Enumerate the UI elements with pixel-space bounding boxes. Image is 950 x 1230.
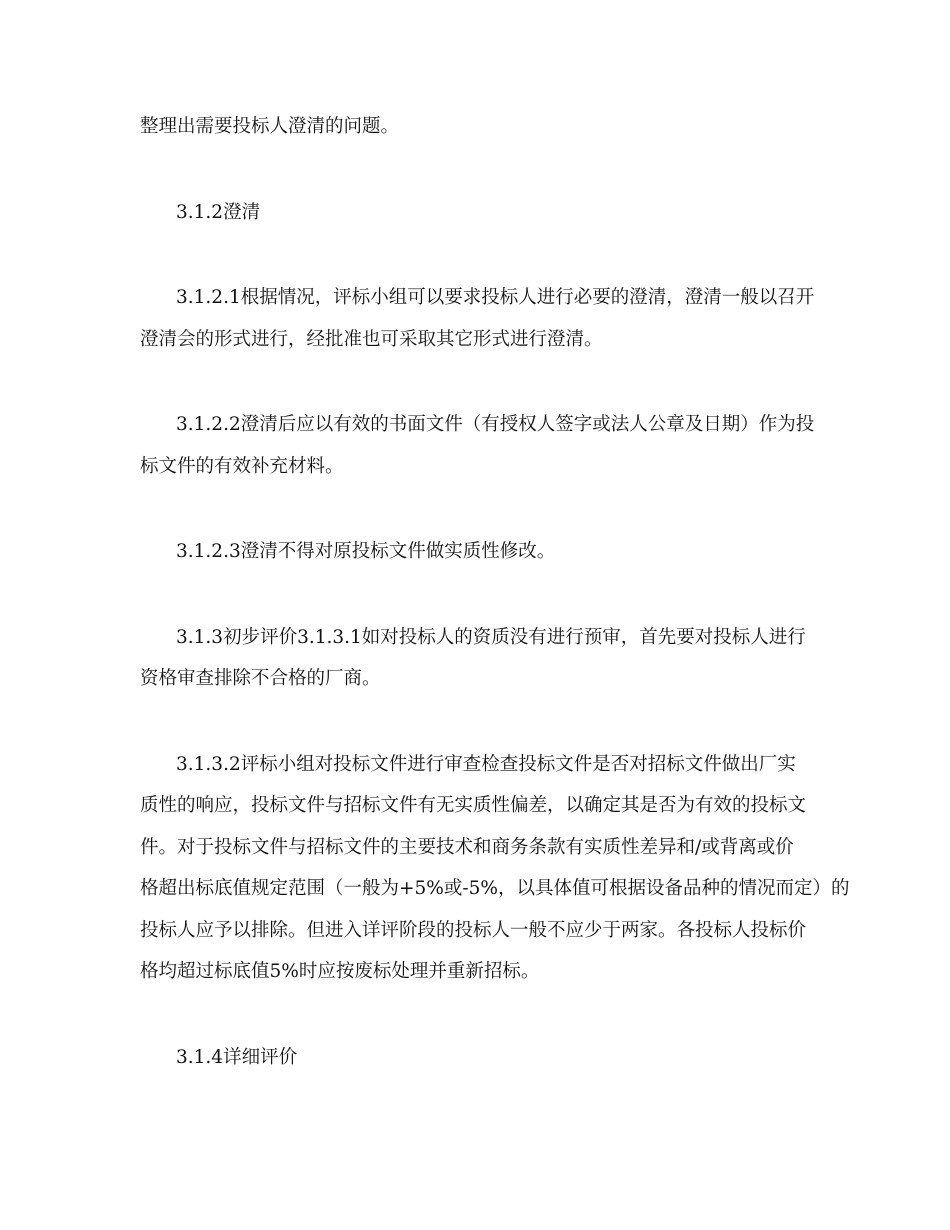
- text-line: 质性的响应，投标文件与招标文件有无实质性偏差，以确定其是否为有效的投标文: [140, 795, 807, 816]
- paragraph: [140, 1037, 820, 1079]
- text-line: 格均超过标底值5%时应按废标处理并重新招标。: [140, 961, 540, 982]
- text-line: 投标人应予以排除。但进入详评阶段的投标人一般不应少于两家。各投标人投标价: [140, 919, 807, 941]
- text-line: 3.1.2.1根据情况，评标小组可以要求投标人进行必要的澄清，澄清一般以召开: [176, 287, 815, 308]
- paragraph: [140, 617, 820, 700]
- text-line: 3.1.3.2评标小组对投标文件进行审查检查投标文件是否对招标文件做出厂实: [176, 753, 796, 775]
- text-line: 3.1.2澄清: [176, 201, 261, 223]
- paragraph: [140, 744, 850, 993]
- paragraph: [140, 404, 820, 487]
- text-line: 澄清会的形式进行，经批准也可采取其它形式进行澄清。: [140, 328, 603, 350]
- paragraph: [140, 531, 820, 573]
- text-line: 整理出需要投标人澄清的问题。: [140, 116, 400, 137]
- text-line: 件。对于投标文件与招标文件的主要技术和商务条款有实质性差异和/或背离或价: [140, 836, 794, 858]
- text-line: 3.1.2.2澄清后应以有效的书面文件（有授权人签字或法人公章及日期）作为投: [176, 414, 815, 435]
- text-line: 3.1.3初步评价3.1.3.1如对投标人的资质没有进行预审，首先要对投标人进行: [176, 626, 806, 648]
- paragraph: [140, 106, 820, 148]
- document-page: [140, 106, 850, 1122]
- text-line: 标文件的有效补充材料。: [140, 455, 344, 477]
- paragraph: [140, 192, 820, 234]
- paragraph: [140, 277, 820, 360]
- text-line: 格超出标底值规定范围（一般为+5%或-5%，以具体值可根据设备品种的情况而定）的: [140, 878, 850, 899]
- text-line: 3.1.2.3澄清不得对原投标文件做实质性修改。: [176, 541, 556, 562]
- text-line: 3.1.4详细评价: [176, 1046, 298, 1068]
- text-line: 资格审查排除不合格的厂商。: [140, 668, 381, 689]
